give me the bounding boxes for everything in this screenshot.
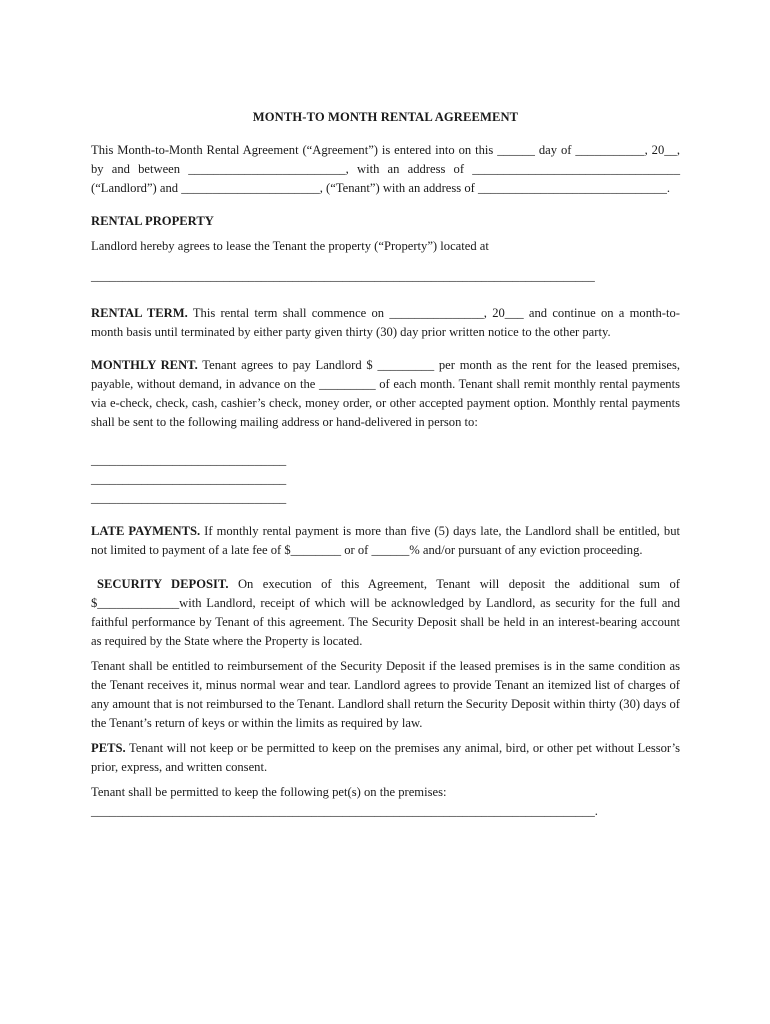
address-line-3: _______________________________ — [91, 491, 287, 505]
pets-heading: PETS. — [91, 741, 126, 755]
document-title: MONTH-TO MONTH RENTAL AGREEMENT — [252, 110, 519, 124]
pets-text: Tenant will not keep or be permitted to keep on the premises any animal, bird, or other pet without Lessor’s prior, express, and written consent. — [91, 741, 680, 774]
late-payments-section — [91, 522, 680, 560]
rental-property-blank: ________________________________________________________________________________ — [91, 269, 595, 283]
security-deposit-heading: SECURITY DEPOSIT. — [97, 577, 229, 591]
rental-property-section — [91, 212, 680, 286]
pets-blank: ________________________________________________________________________________. — [91, 804, 598, 818]
security-deposit-text: On execution of this Agreement, Tenant will deposit the additional sum of $_____________with Landlord, receipt of which will be acknowledged by Landlord, as security for the full and faithful performance by Tenant of this agreement. The Security Deposit shall be held in an interest-bearing account as required by the State where the Property is located. — [91, 577, 680, 648]
late-payments-heading: LATE PAYMENTS. — [91, 524, 201, 538]
rental-term-paragraph — [91, 304, 680, 342]
rental-property-text: Landlord hereby agrees to lease the Tenant the property (“Property”) located at — [91, 239, 489, 253]
mailing-address-lines — [91, 451, 680, 508]
document-page — [91, 108, 680, 821]
pets-paragraph — [91, 739, 680, 777]
rental-term-text: This rental term shall commence on _______________, 20___ and continue on a month-to-month basis until terminated by either party given thirty (30) day prior written notice to the other party. — [91, 306, 680, 339]
rental-term-section — [91, 304, 680, 342]
security-deposit-paragraph-2: Tenant shall be entitled to reimbursement of the Security Deposit if the leased premises is in the same condition as the Tenant receives it, minus normal wear and tear. Landlord agrees to provide Tenant an itemized list of charges of any amount that is not reimbursed to the Tenant. Landlord shall return the Security Deposit within thirty (30) days of the Tenant’s return of keys or within the limits as required by law. — [91, 659, 680, 730]
pets-section — [91, 739, 680, 821]
intro-paragraph: This Month-to-Month Rental Agreement (“Agreement”) is entered into on this ______ day of ___________, 20__, by and between _________________________, with an address of _________________________________ (“Landlord”) and ______________________, (“Tenant”) with an address of ______________________________. — [91, 143, 680, 195]
monthly-rent-paragraph — [91, 356, 680, 432]
late-payments-text: If monthly rental payment is more than five (5) days late, the Landlord shall be entitled, but not limited to payment of a late fee of $________ or of ______% and/or pursuant of any eviction proceeding. — [91, 524, 680, 557]
late-payments-paragraph — [91, 522, 680, 560]
address-line-1: _______________________________ — [91, 453, 287, 467]
monthly-rent-text: Tenant agrees to pay Landlord $ _________ per month as the rent for the leased premises, payable, without demand, in advance on the _________ of each month. Tenant shall remit monthly rental payments via e-check, check, cash, cashier’s check, money order, or other accepted payment option. Monthly rental payments shall be sent to the following mailing address or hand-delivered in person to: — [91, 358, 680, 429]
rental-term-heading: RENTAL TERM. — [91, 306, 188, 320]
monthly-rent-section — [91, 356, 680, 508]
pets-paragraph-2: Tenant shall be permitted to keep the following pet(s) on the premises: — [91, 785, 447, 799]
security-deposit-paragraph — [91, 575, 680, 651]
monthly-rent-heading: MONTHLY RENT. — [91, 358, 198, 372]
security-deposit-section — [91, 575, 680, 733]
rental-property-heading: RENTAL PROPERTY — [91, 214, 214, 228]
address-line-2: _______________________________ — [91, 472, 287, 486]
